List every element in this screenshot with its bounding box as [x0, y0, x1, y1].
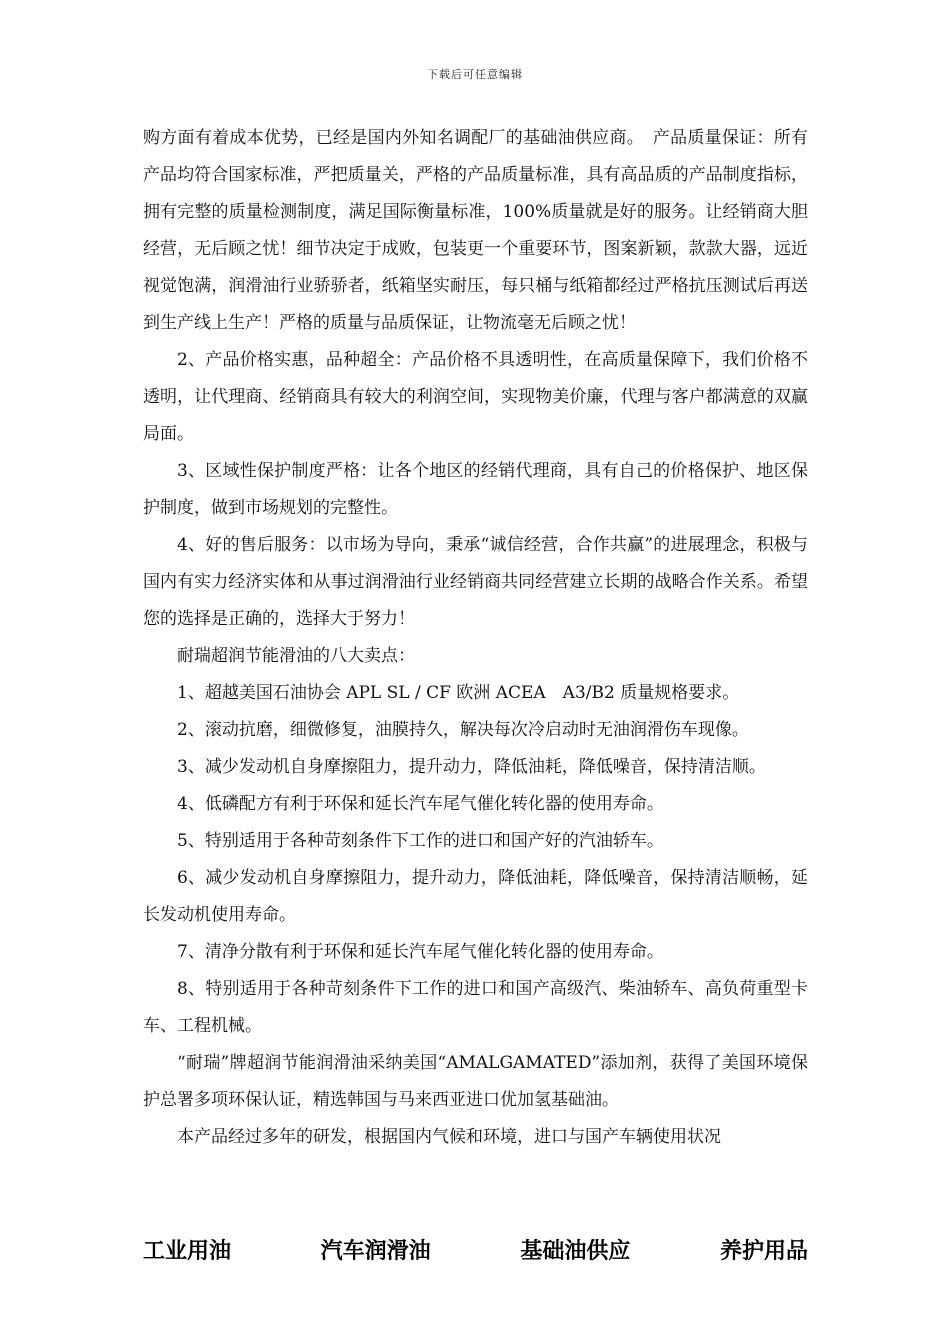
footer-nav: [143, 1234, 808, 1265]
paragraph: 2、产品价格实惠，品种超全：产品价格不具透明性，在高质量保障下，我们价格不透明，让代理商、经销商具有较大的利润空间，实现物美价廉，代理与客户都满意的双赢局面。: [143, 350, 808, 444]
paragraph: 本产品经过多年的研发，根据国内气候和环境，进口与国产车辆使用状况: [177, 1127, 721, 1147]
footer-link-industrial-oil[interactable]: 工业用油: [143, 1239, 232, 1264]
page-header: 下载后可任意编辑: [427, 68, 523, 81]
paragraph: 耐瑞超润节能滑油的八大卖点：: [177, 646, 415, 666]
paragraph: 2、滚动抗磨，细微修复，油膜持久，解决每次冷启动时无油润滑伤车现像。: [177, 720, 749, 740]
paragraph: 1、超越美国石油协会 APL SL / CF 欧洲 ACEA A3/B2 质量规格要求。: [177, 683, 740, 703]
paragraph: 购方面有着成本优势，已经是国内外知名调配厂的基础油供应商。 产品质量保证：所有产品均符合国家标准，严把质量关，严格的产品质量标准，具有高品质的产品制度指标，拥有完整的质量检测制度，满足国际衡量标准，100%质量就是好的服务。让经销商大胆经营，无后顾之忧！细节决定于成败，包装更一个重要环节，图案新颖，款款大器，远近视觉饱满，润滑油行业骄骄者，纸箱坚实耐压，每只桶与纸箱都经过严格抗压测试后再送到生产线上生产！严格的质量与品质保证，让物流毫无后顾之忧！: [143, 128, 808, 333]
footer-link-automotive-lubricant[interactable]: 汽车润滑油: [320, 1239, 431, 1264]
paragraph: 4、好的售后服务：以市场为导向，秉承“诚信经营，合作共赢”的进展理念，积极与国内有实力经济实体和从事过润滑油行业经销商共同经营建立长期的战略合作关系。希望您的选择是正确的，选择大于努力！: [143, 535, 808, 629]
paragraph: 5、特别适用于各种苛刻条件下工作的进口和国产好的汽油轿车。: [177, 831, 664, 851]
footer-link-base-oil-supply[interactable]: 基础油供应: [520, 1239, 631, 1264]
paragraph: 6、减少发动机自身摩擦阻力，提升动力，降低油耗，降低噪音，保持清洁顺畅，延长发动机使用寿命。: [143, 868, 808, 925]
paragraph: 3、减少发动机自身摩擦阻力，提升动力，降低油耗，降低噪音，保持清洁顺。: [177, 757, 766, 777]
document-body: [143, 120, 808, 1156]
paragraph: 8、特别适用于各种苛刻条件下工作的进口和国产高级汽、柴油轿车、高负荷重型卡车、工程机械。: [143, 979, 808, 1036]
paragraph: “耐瑞”牌超润节能润滑油采纳美国“AMALGAMATED”添加剂，获得了美国环境保护总署多项环保认证，精选韩国与马来西亚进口优加氢基础油。: [143, 1053, 808, 1110]
paragraph: 7、清净分散有利于环保和延长汽车尾气催化转化器的使用寿命。: [177, 942, 664, 962]
paragraph: 4、低磷配方有利于环保和延长汽车尾气催化转化器的使用寿命。: [177, 794, 664, 814]
footer-link-maintenance-products[interactable]: 养护用品: [719, 1239, 808, 1264]
paragraph: 3、区域性保护制度严格：让各个地区的经销代理商，具有自己的价格保护、地区保护制度，做到市场规划的完整性。: [143, 461, 808, 518]
